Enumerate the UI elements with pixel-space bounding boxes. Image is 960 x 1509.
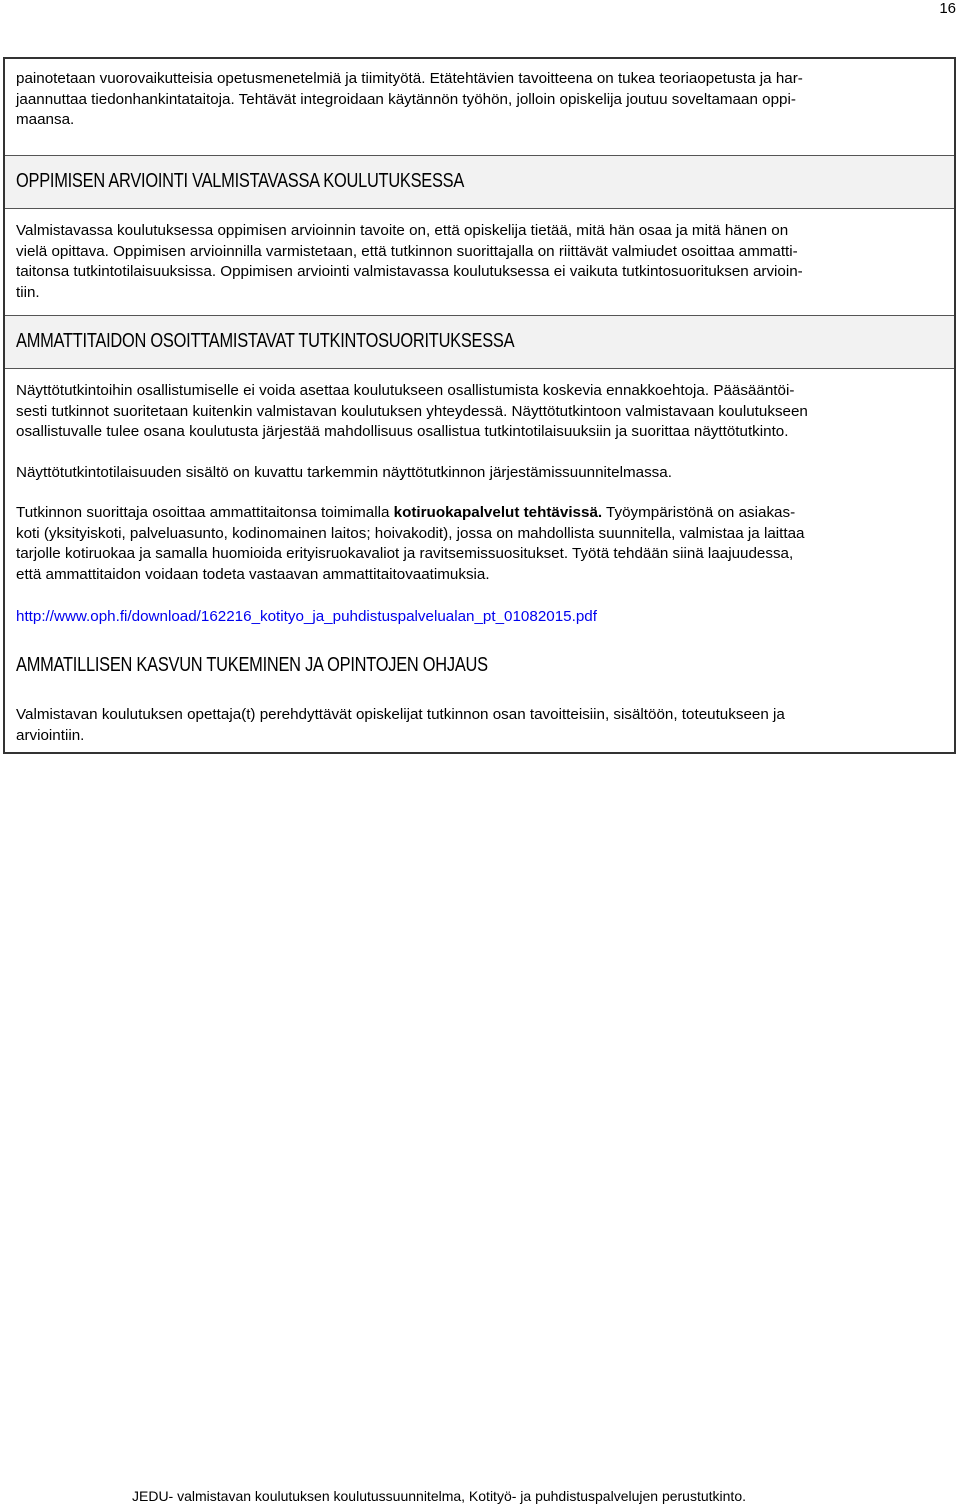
- section2-line: että ammattitaidon voidaan todeta vastaavan ammattitaitovaatimuksia.: [16, 565, 490, 583]
- section2-line: Näyttötutkintoihin osallistumiselle ei voida asettaa koulutukseen osallistumista koskevia ennakkoehtoja. Pääsääntöi-: [16, 382, 795, 399]
- page-number: 16: [939, 0, 956, 17]
- section2-heading: [5, 315, 954, 369]
- text-span: Työympäristönä on asiakas-: [602, 504, 796, 521]
- section2-paragraph-3: [16, 503, 944, 585]
- section1-line: taitonsa tutkintotilaisuuksissa. Oppimisen arviointi valmistavassa koulutuksessa ei vaikuta tutkintosuorituksen arvioin-: [16, 263, 803, 280]
- section2-line: Näyttötutkintotilaisuuden sisältö on kuvattu tarkemmin näyttötutkinnon järjestämissuunnitelmassa.: [16, 464, 672, 481]
- content-frame: [3, 57, 956, 754]
- section3-paragraph: [16, 705, 944, 746]
- emphasis-text: kotiruokapalvelut tehtävissä.: [393, 504, 603, 521]
- section2-line: [16, 503, 944, 524]
- section1-title: OPPIMISEN ARVIOINTI VALMISTAVASSA KOULUTUKSESSA: [16, 170, 465, 192]
- document-link[interactable]: http://www.oph.fi/download/162216_kotityo_ja_puhdistuspalvelualan_pt_01082015.pdf: [16, 608, 597, 625]
- section2-title: AMMATTITAIDON OSOITTAMISTAVAT TUTKINTOSUORITUKSESSA: [16, 330, 515, 352]
- section2-line: sesti tutkinnot suoritetaan kuitenkin valmistavan koulutuksen yhteydessä. Näyttötutkintoon valmistavaan koulutukseen: [16, 402, 808, 420]
- section1-line: tiin.: [16, 283, 40, 301]
- section3-line: Valmistavan koulutuksen opettaja(t) perehdyttävät opiskelijat tutkinnon osan tavoitteisiin, sisältöön, toteutukseen ja: [16, 706, 785, 723]
- section1-line: Valmistavassa koulutuksessa oppimisen arvioinnin tavoite on, että opiskelija tietää, mitä hän osaa ja mitä hänen on: [16, 222, 789, 239]
- section2-paragraph-1: [16, 381, 944, 443]
- section2-line: tarjolle kotiruokaa ja samalla huomioida erityisruokavaliot ja ravitsemissuositukset. Työtä tehdään siinä laajuudessa,: [16, 545, 794, 562]
- page-footer: JEDU- valmistavan koulutuksen koulutussuunnitelma, Kotityö- ja puhdistuspalvelujen perustutkinto.: [132, 1488, 746, 1504]
- intro-line: maansa.: [16, 111, 75, 128]
- section3-line: arviointiin.: [16, 726, 85, 744]
- link-paragraph: [16, 607, 944, 628]
- intro-paragraph: [16, 69, 944, 131]
- section2-line: koti (yksityiskoti, palveluasunto, kodinomainen laitos; hoivakodit), jossa on mahdollista suunnitella, valmistaa ja laittaa: [16, 524, 805, 542]
- intro-line: jaannuttaa tiedonhankintataitoja. Tehtävät integroidaan käytännön työhön, jolloin opiskelija joutuu soveltamaan oppi-: [16, 90, 796, 108]
- section2-paragraph-2: [16, 463, 944, 484]
- section2-line: osallistuvalle tulee osana koulutusta järjestää mahdollisuus osallistua tutkintotilaisuuksiin ja suorittaa näyttötutkinto.: [16, 423, 789, 440]
- intro-line: painotetaan vuorovaikutteisia opetusmenetelmiä ja tiimityötä. Etätehtävien tavoitteena on tukea teoriaopetusta ja har-: [16, 70, 803, 87]
- section1-line: vielä opittava. Oppimisen arvioinnilla varmistetaan, että tutkinnon suorittajalla on riittävät valmiudet osoittaa ammatti-: [16, 242, 798, 260]
- text-span: Tutkinnon suorittaja osoittaa ammattitaitonsa toimimalla: [16, 504, 394, 521]
- section3-title: AMMATILLISEN KASVUN TUKEMINEN JA OPINTOJEN OHJAUS: [16, 654, 488, 676]
- section1-paragraph: [16, 221, 944, 303]
- section1-heading: [5, 155, 954, 209]
